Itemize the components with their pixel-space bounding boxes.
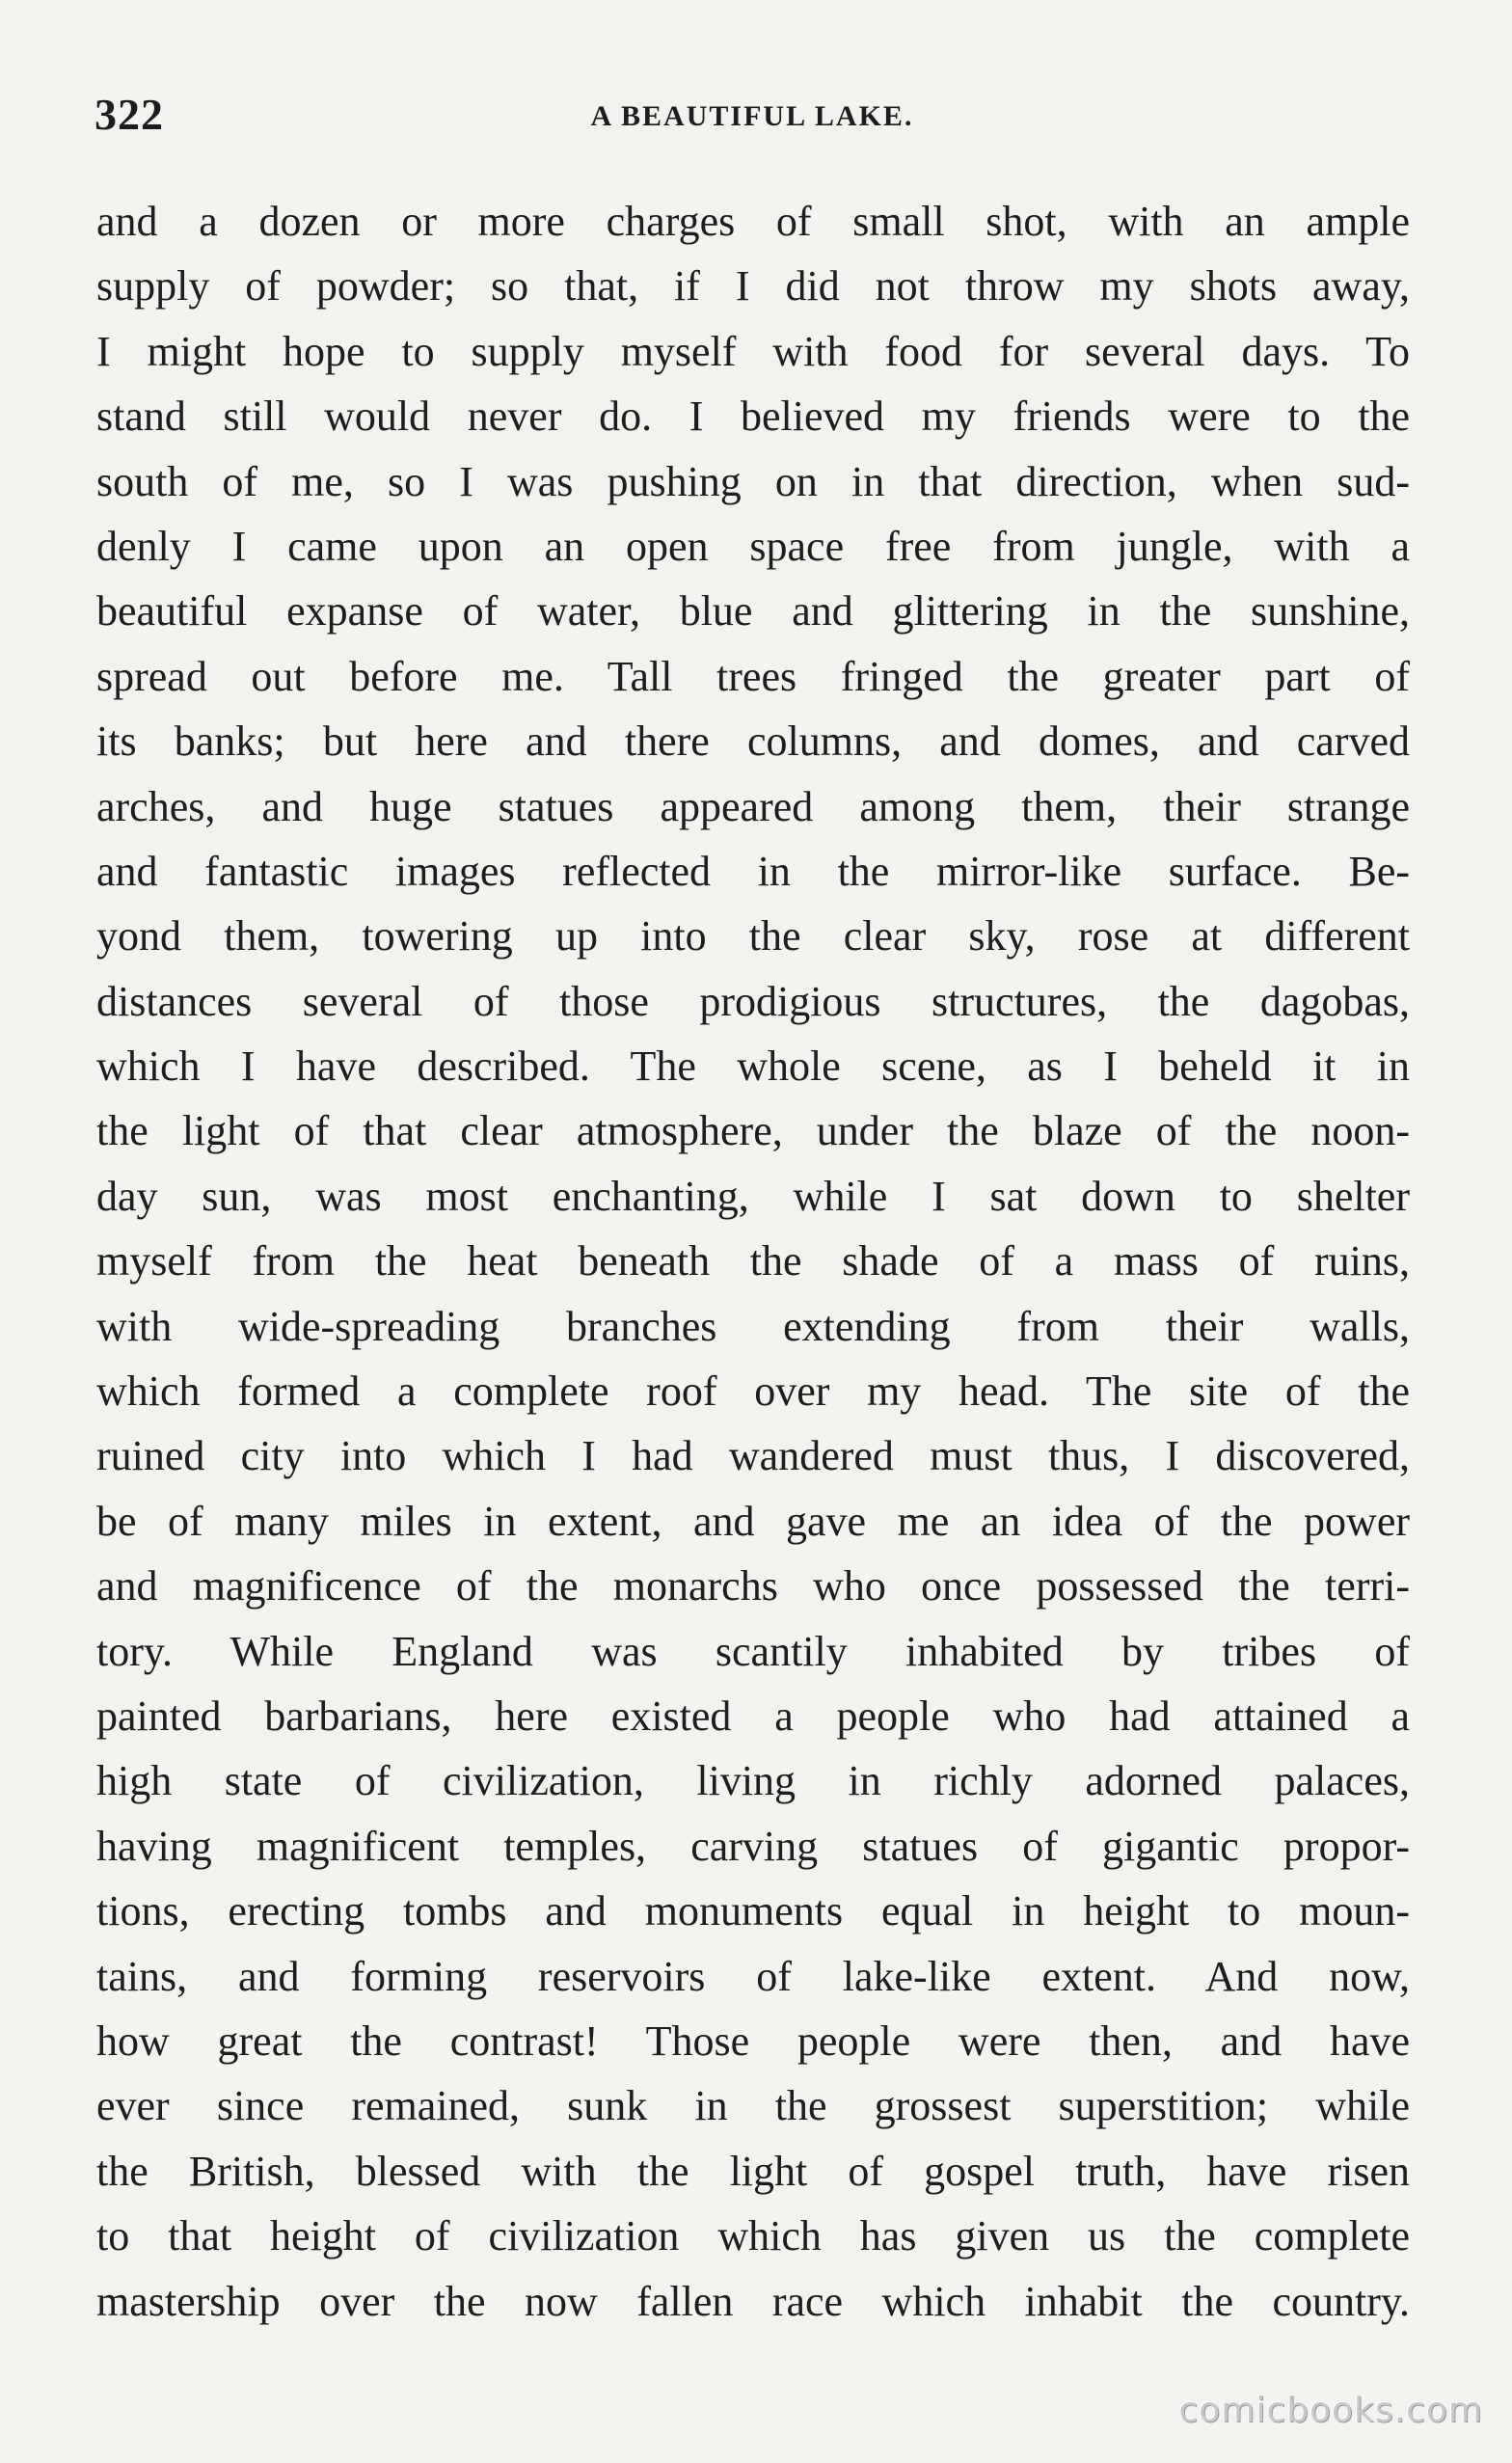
page-number: 322 [94, 90, 164, 139]
text-line: to that height of civilization which has given us the complete [96, 2212, 1410, 2260]
text-line: with wide-spreading branches extending from their walls, [96, 1302, 1410, 1350]
text-line: myself from the heat beneath the shade of a mass of ruins, [96, 1237, 1410, 1286]
text-line: and fantastic images reflected in the mirror-like surface. Be- [96, 847, 1410, 895]
text-line: its banks; but here and there columns, and domes, and carved [96, 717, 1410, 766]
text-line: distances several of those prodigious structures, the dagobas, [96, 977, 1410, 1025]
page-header [94, 89, 1410, 147]
text-line: painted barbarians, here existed a people who had attained a [96, 1692, 1410, 1740]
body-text [96, 189, 1410, 2334]
text-line: how great the contrast! Those people were then, and have [96, 2016, 1410, 2065]
text-line: beautiful expanse of water, blue and glittering in the sunshine, [96, 587, 1410, 636]
text-line: ever since remained, sunk in the grossest superstition; while [96, 2082, 1410, 2130]
running-head: A BEAUTIFUL LAKE. [590, 100, 914, 132]
text-line: having magnificent temples, carving statues of gigantic propor- [96, 1822, 1410, 1870]
text-line: arches, and huge statues appeared among them, their strange [96, 782, 1410, 830]
text-line: yond them, towering up into the clear sky, rose at different [96, 912, 1410, 961]
text-line: and magnificence of the monarchs who once possessed the terri- [96, 1562, 1410, 1610]
text-line: tory. While England was scantily inhabited by tribes of [96, 1627, 1410, 1675]
text-line: tions, erecting tombs and monuments equal in height to moun- [96, 1887, 1410, 1935]
text-line: which I have described. The whole scene, as I beheld it in [96, 1042, 1410, 1091]
text-line: stand still would never do. I believed my friends were to the [96, 392, 1410, 441]
text-line: denly I came upon an open space free from jungle, with a [96, 522, 1410, 570]
text-line: the British, blessed with the light of gospel truth, have risen [96, 2147, 1410, 2195]
text-line: day sun, was most enchanting, while I sat down to shelter [96, 1172, 1410, 1220]
text-line: I might hope to supply myself with food for several days. To [96, 327, 1410, 375]
text-line: south of me, so I was pushing on in that direction, when sud- [96, 457, 1410, 505]
text-line: be of many miles in extent, and gave me an idea of the power [96, 1497, 1410, 1545]
watermark: comicbooks.com [1178, 2391, 1483, 2430]
text-line: tains, and forming reservoirs of lake-like extent. And now, [96, 1952, 1410, 2000]
text-line: spread out before me. Tall trees fringed the greater part of [96, 652, 1410, 700]
text-line: and a dozen or more charges of small shot, with an ample [96, 198, 1410, 245]
text-line: high state of civilization, living in richly adorned palaces, [96, 1757, 1410, 1805]
text-line: supply of powder; so that, if I did not throw my shots away, [96, 262, 1410, 311]
text-line: which formed a complete roof over my head. The site of the [96, 1367, 1410, 1416]
text-line: mastership over the now fallen race which inhabit the country. [96, 2277, 1410, 2325]
text-line: ruined city into which I had wandered must thus, I discovered, [96, 1432, 1410, 1480]
text-line: the light of that clear atmosphere, under the blaze of the noon- [96, 1107, 1410, 1155]
